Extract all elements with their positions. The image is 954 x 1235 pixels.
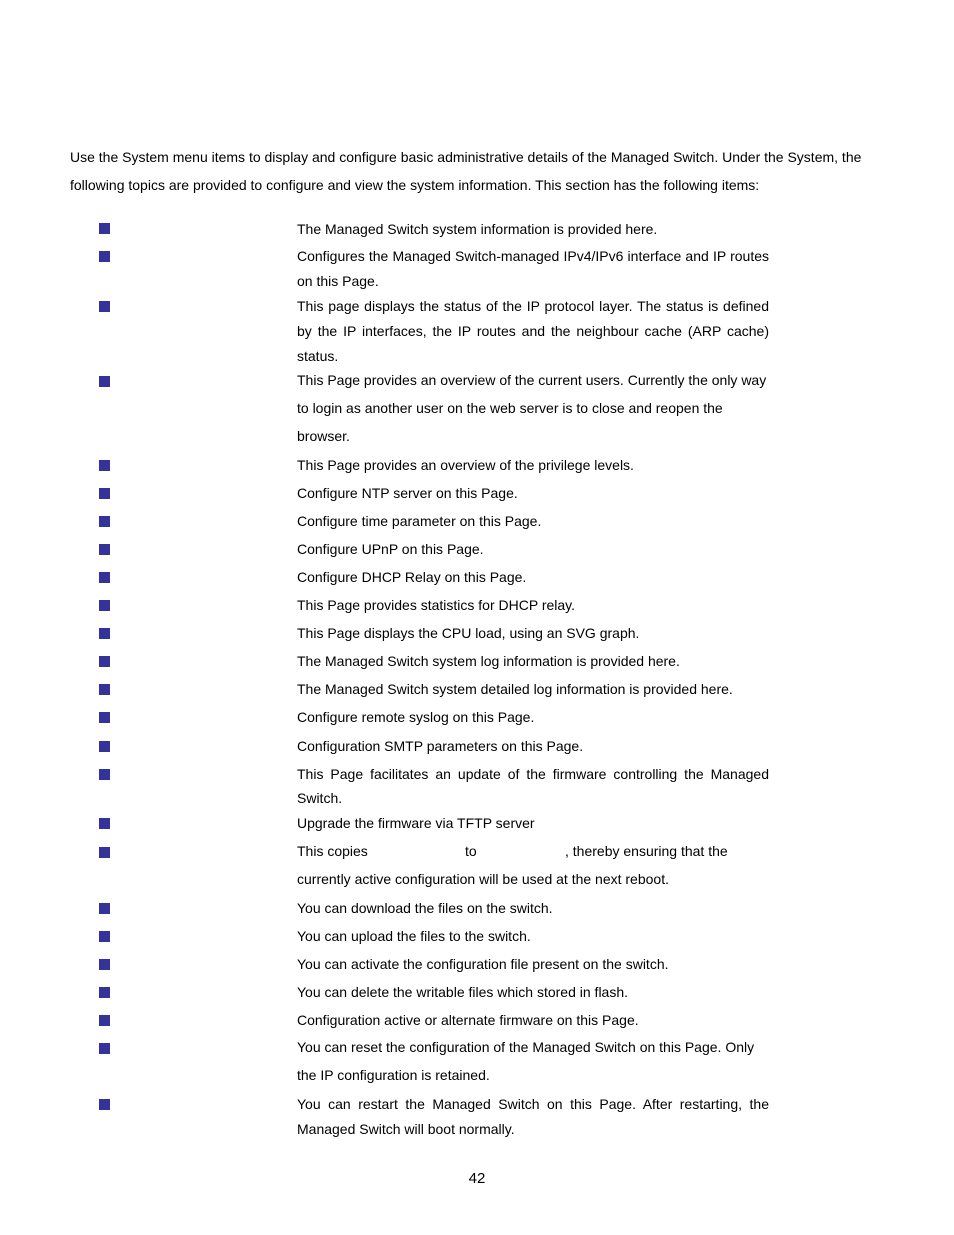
item-description: This Page facilitates an update of the firmware controlling the Managed Switch. [297,766,769,806]
square-bullet-icon [99,1015,110,1026]
square-bullet-icon [99,903,110,914]
square-bullet-icon [99,684,110,695]
item-description: This page displays the status of the IP protocol layer. The status is defined by the IP interfaces, the IP routes and the neighbour cache (ARP cache) status. [297,298,769,364]
square-bullet-icon [99,769,110,780]
square-bullet-icon [99,376,110,387]
item-description: The Managed Switch system information is provided here. [297,221,658,237]
item-description: You can restart the Managed Switch on this Page. After restarting, the Managed Switch will boot normally. [297,1096,769,1137]
item-description: Configure time parameter on this Page. [297,513,542,529]
square-bullet-icon [99,460,110,471]
square-bullet-icon [99,488,110,499]
square-bullet-icon [99,656,110,667]
square-bullet-icon [99,544,110,555]
item-description: You can reset the configuration of the Managed Switch on this Page. Only the IP configuration is retained. [297,1039,755,1083]
item-description: Configuration SMTP parameters on this Page. [297,738,584,754]
item-description-part: to [465,843,477,859]
item-description-part: This copies [297,843,368,859]
item-description: This Page provides statistics for DHCP relay. [297,597,576,613]
square-bullet-icon [99,628,110,639]
item-description-line [297,837,769,865]
intro-paragraph: Use the System menu items to display and configure basic administrative details of the Managed Switch. Under the System, the following topics are provided to configure and view the system information. This section has the following items: [70,149,862,193]
item-description: This Page provides an overview of the current users. Currently the only way to login as another user on the web server is to close and reopen the browser. [297,372,767,444]
item-description: Configures the Managed Switch-managed IPv4/IPv6 interface and IP routes on this Page. [297,248,769,289]
item-description: This Page displays the CPU load, using an SVG graph. [297,625,640,641]
item-description: You can delete the writable files which stored in flash. [297,984,629,1000]
square-bullet-icon [99,251,110,262]
square-bullet-icon [99,931,110,942]
square-bullet-icon [99,712,110,723]
item-description: You can activate the configuration file present on the switch. [297,956,669,972]
item-description: You can download the files on the switch. [297,900,553,916]
item-description: The Managed Switch system log information is provided here. [297,653,680,669]
square-bullet-icon [99,600,110,611]
page-number: 42 [468,1170,486,1187]
item-description: Configure DHCP Relay on this Page. [297,569,527,585]
square-bullet-icon [99,987,110,998]
item-description: This Page provides an overview of the privilege levels. [297,457,634,473]
square-bullet-icon [99,1043,110,1054]
square-bullet-icon [99,301,110,312]
item-description: Configure UPnP on this Page. [297,541,484,557]
square-bullet-icon [99,223,110,234]
item-description: Configuration active or alternate firmware on this Page. [297,1012,639,1028]
item-description: You can upload the files to the switch. [297,928,531,944]
item-description: Configure NTP server on this Page. [297,485,518,501]
item-description: The Managed Switch system detailed log information is provided here. [297,681,733,697]
square-bullet-icon [99,959,110,970]
square-bullet-icon [99,741,110,752]
item-description: Upgrade the firmware via TFTP server [297,815,535,831]
item-description [297,837,769,893]
item-description: Configure remote syslog on this Page. [297,709,535,725]
item-description-part: , thereby ensuring that the [565,843,728,859]
square-bullet-icon [99,818,110,829]
square-bullet-icon [99,1099,110,1110]
square-bullet-icon [99,516,110,527]
item-description-line: currently active configuration will be used at the next reboot. [297,871,669,887]
square-bullet-icon [99,847,110,858]
square-bullet-icon [99,572,110,583]
